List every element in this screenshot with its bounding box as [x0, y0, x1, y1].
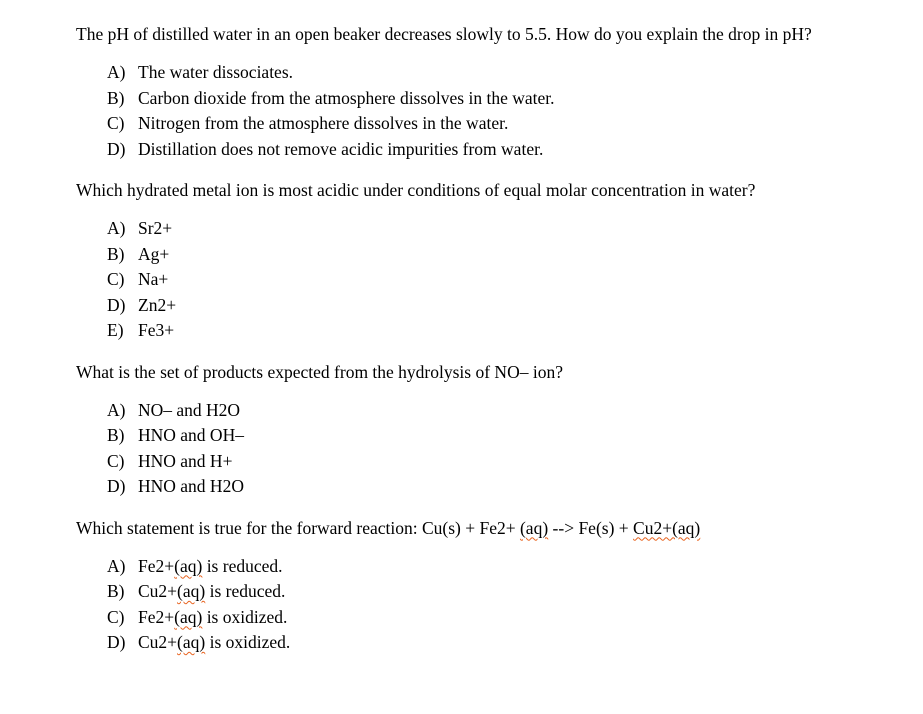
option-letter: D): [107, 476, 126, 496]
text-segment: Cu2+: [138, 581, 178, 601]
option-text: [138, 293, 879, 319]
option-text: [138, 398, 879, 424]
option-letter: C): [107, 113, 125, 133]
option-list: [76, 398, 879, 500]
text-segment: Ag+: [138, 243, 170, 264]
option-row: [76, 449, 879, 475]
option-letter: D): [107, 138, 126, 159]
text-segment: The water dissociates.: [138, 62, 294, 82]
option-text: [138, 474, 879, 500]
option-letter: E): [107, 320, 124, 340]
text-segment: is oxidized.: [205, 632, 291, 652]
option-letter: B): [107, 425, 125, 445]
text-segment: Cu2+: [138, 632, 178, 652]
option-letter: B): [107, 87, 125, 108]
option-row: [76, 86, 879, 112]
text-segment: Nitrogen from the atmosphere dissolves in the water.: [138, 113, 509, 133]
option-text: [138, 554, 879, 580]
option-row: [76, 579, 879, 605]
option-row: [76, 423, 879, 449]
text-segment: Fe3+: [138, 320, 175, 340]
option-text: [138, 267, 879, 293]
text-segment: Fe2+: [138, 555, 175, 576]
option-row: [76, 630, 879, 656]
option-row: [76, 318, 879, 344]
text-segment: Na+: [138, 269, 169, 289]
option-list: [76, 216, 879, 344]
text-segment: is reduced.: [202, 555, 283, 576]
option-row: [76, 137, 879, 163]
misspelling-squiggle-text: (aq): [174, 606, 203, 627]
option-text: [138, 111, 879, 137]
option-text: [138, 630, 879, 656]
option-text: [138, 137, 879, 163]
text-segment: HNO and H+: [138, 450, 233, 471]
option-row: [76, 605, 879, 631]
option-text: [138, 86, 879, 112]
text-segment: Fe2+: [138, 606, 175, 627]
option-row: [76, 474, 879, 500]
question-list: [76, 21, 879, 656]
text-segment: The pH of distilled water in an open beaker decreases slowly to 5.5. How do you explain the drop in pH?: [76, 24, 812, 44]
option-text: [138, 242, 879, 268]
option-text: [138, 423, 879, 449]
option-letter: C): [107, 606, 125, 627]
option-list: [76, 554, 879, 656]
option-letter: D): [107, 294, 126, 315]
option-row: [76, 267, 879, 293]
text-segment: is reduced.: [205, 581, 286, 601]
question-prompt: [76, 359, 876, 385]
misspelling-squiggle-text: (aq): [519, 517, 549, 538]
option-row: [76, 398, 879, 424]
option-row: [76, 216, 879, 242]
question-prompt: [76, 21, 876, 47]
misspelling-squiggle-text: (aq): [177, 581, 206, 601]
option-letter: B): [107, 243, 125, 264]
text-segment: Carbon dioxide from the atmosphere dissolves in the water.: [138, 87, 555, 108]
question-prompt: [76, 177, 876, 203]
option-text: [138, 605, 879, 631]
option-text: [138, 318, 879, 344]
option-letter: A): [107, 218, 126, 238]
text-segment: What is the set of products expected from the hydrolysis of NO– ion?: [76, 361, 563, 382]
option-row: [76, 111, 879, 137]
option-list: [76, 60, 879, 162]
option-text: [138, 579, 879, 605]
option-letter: A): [107, 555, 126, 576]
option-letter: D): [107, 632, 126, 652]
text-segment: Zn2+: [138, 294, 177, 315]
text-segment: Which statement is true for the forward reaction: Cu(s) + Fe2+: [76, 517, 520, 538]
misspelling-squiggle-text: Cu2+(aq): [633, 517, 701, 538]
misspelling-squiggle-text: (aq): [174, 555, 203, 576]
text-segment: Sr2+: [138, 218, 173, 238]
option-letter: C): [107, 269, 125, 289]
misspelling-squiggle-text: (aq): [177, 632, 206, 652]
option-letter: A): [107, 62, 126, 82]
question-block: [76, 21, 879, 162]
option-letter: B): [107, 581, 125, 601]
option-letter: A): [107, 399, 126, 420]
option-row: [76, 242, 879, 268]
text-segment: Which hydrated metal ion is most acidic under conditions of equal molar concentration in water?: [76, 180, 756, 200]
option-row: [76, 60, 879, 86]
option-letter: C): [107, 450, 125, 471]
option-text: [138, 449, 879, 475]
option-text: [138, 216, 879, 242]
text-segment: HNO and OH–: [138, 425, 244, 445]
text-segment: NO– and H2O: [138, 399, 241, 420]
option-row: [76, 293, 879, 319]
option-text: [138, 60, 879, 86]
option-row: [76, 554, 879, 580]
question-prompt: [76, 515, 876, 541]
text-segment: Distillation does not remove acidic impurities from water.: [138, 138, 544, 159]
question-block: [76, 359, 879, 500]
text-segment: HNO and H2O: [138, 476, 244, 496]
question-block: [76, 177, 879, 344]
text-segment: --> Fe(s) +: [548, 517, 634, 538]
text-segment: is oxidized.: [202, 606, 288, 627]
question-block: [76, 515, 879, 656]
